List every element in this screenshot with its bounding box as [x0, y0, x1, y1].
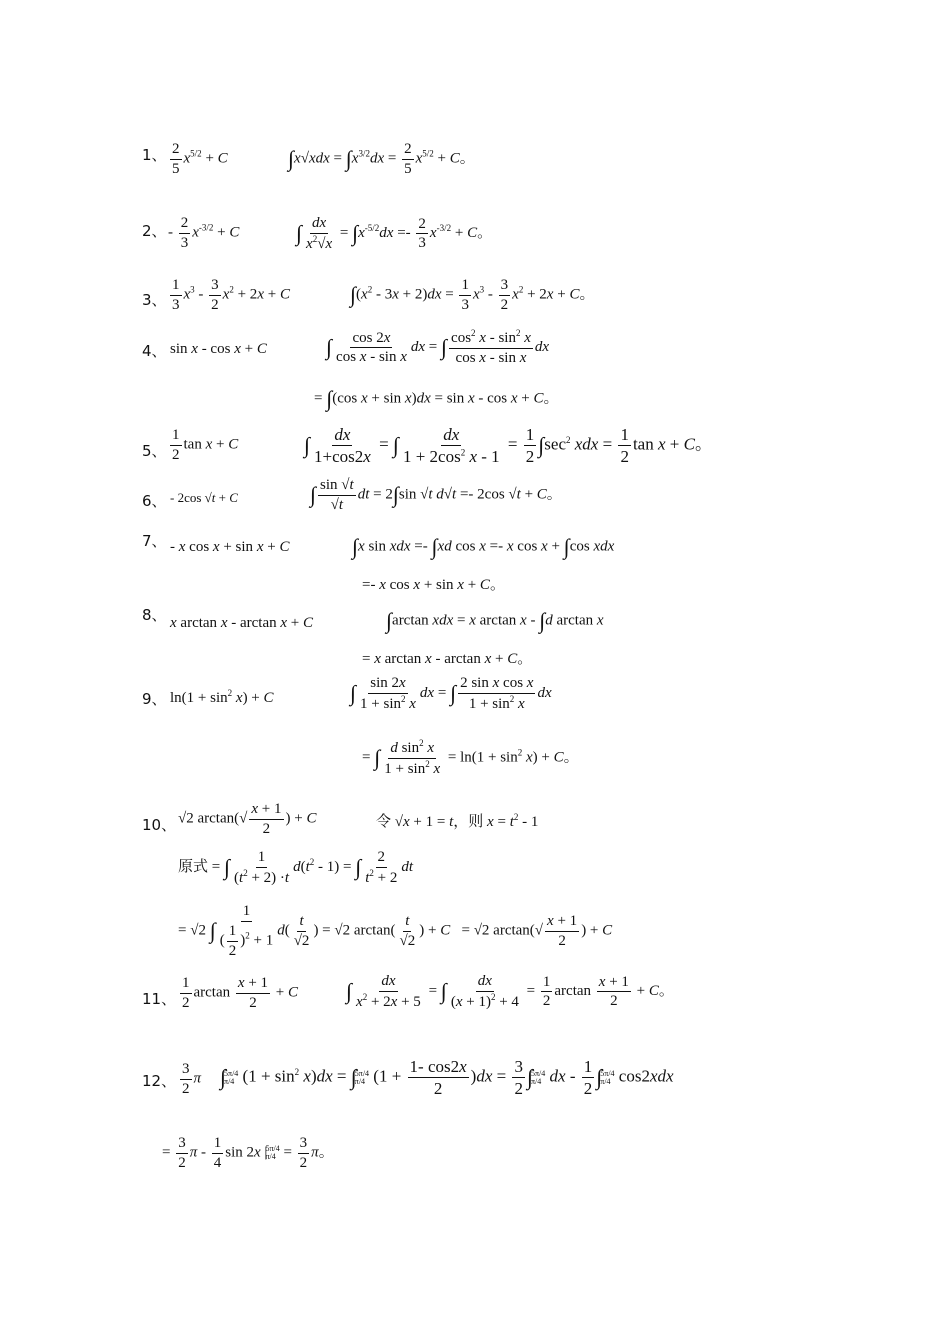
- item-11-answer: $\frac{1}{2}$ arctan $\frac{x + 1}{2}$ + C: [182, 975, 299, 1011]
- item-8-number: 8、: [142, 606, 167, 624]
- item-10-work-line2: 原式 = ∫ $\frac{1}{(t^2 + 2) \cdot t}$ $d(t^2 - 1)$ = ∫ $\frac{2}{t^2 + 2}$ dt: [178, 849, 414, 886]
- item-5-work: ∫ $\frac{dx}{1+\cos 2x}$ = ∫ $\frac{dx}{1 + 2\cos^2 x - 1}$ = $\frac{1}{2}$ $\int\sec^2$ xdx = $\frac{1}{2}$ tan x + C。: [304, 425, 712, 467]
- item-8-work: ∫arctan xdx = x arctan x - ∫d arctan x: [386, 608, 604, 633]
- item-9-work-line2: = ∫ $\frac{d \sin^2 x}{1 + \sin^2 x}$ = $\ln(1 + \sin^2 x) + C$。: [362, 738, 579, 777]
- item-10-work: 令 √x + 1 = t，则 $x = t^2 - 1$: [376, 812, 539, 830]
- item-1-answer: $\frac{2}{5}$ $x^{5/2} + C$: [172, 141, 228, 177]
- item-5-number: 5、: [142, 442, 167, 460]
- item-12-answer: $\frac{3}{2}$ π: [182, 1061, 202, 1097]
- item-12-work: ∫ 5π/4 π/4 $(1 + \sin^2 x)dx$ = ∫ 5π/4 π/4 (1 + $\frac{1- \cos 2x}{2}$ )dx = $\frac{3}{2}$ ∫ 5π/4 π/4 dx - $\frac{1}{2}$ ∫ 5π/4 π/4 cos2xdx: [220, 1057, 674, 1099]
- item-8-answer: x arctan x - arctan x + C: [170, 615, 314, 631]
- item-4-work-line2: = ∫(cos x + sin x)dx = sin x - cos x + C。: [314, 386, 559, 411]
- item-9-number: 9、: [142, 690, 167, 708]
- item-1-number: 1、: [142, 146, 167, 164]
- item-11-number: 11、: [142, 990, 177, 1008]
- item-6-answer: - 2cos √t + C: [170, 490, 238, 505]
- item-3-work: $\int(x^2 - 3x + 2)dx$ = $\frac{1}{3}$ $x^3$ - $\frac{3}{2}$ $x^2 + 2x + C$。: [350, 277, 595, 313]
- item-5-answer: $\frac{1}{2}$ tan x + C: [172, 427, 239, 463]
- item-7-work-line2: =- x cos x + sin x + C。: [362, 577, 505, 593]
- item-1-work: $\int x√xdx = \int x^{3/2}dx$ = $\frac{2}{5}$ $x^{5/2} + C$。: [288, 141, 475, 177]
- item-2-number: 2、: [142, 222, 167, 240]
- item-11-work: ∫ $\frac{dx}{x^2 + 2x + 5}$ = ∫ $\frac{dx}{(x + 1)^2 + 4}$ = $\frac{1}{2}$ arctan $\frac{x + 1}{2}$ + C。: [346, 973, 674, 1010]
- item-3-answer: $\frac{1}{3}$ $x^3$ - $\frac{3}{2}$ $x^2 + 2x + C$: [172, 277, 290, 313]
- item-8-work-line2: = x arctan x - arctan x + C。: [362, 651, 533, 667]
- item-9-work: ∫ $\frac{\sin 2x}{1 + \sin^2 x}$ dx = ∫ $\frac{\text{2 sin x cos x}}{1 + \sin^2 x}$ dx: [350, 675, 552, 712]
- item-2-work: ∫ $\frac{dx}{x^2√x}$ = $\int x^{-5/2}dx$ =- $\frac{2}{3}$ $x^{-3/2} + C$。: [296, 215, 493, 252]
- item-7-number: 7、: [142, 532, 167, 550]
- item-4-answer: sin x - cos x + C: [170, 341, 267, 357]
- item-6-number: 6、: [142, 492, 167, 510]
- item-10-answer: √2 arctan(√ $\frac{x + 1}{2}$ ) + C: [178, 801, 317, 837]
- item-4-work: ∫ $\frac{\cos 2x}{\text{cos x - sin x}}$ dx = ∫ $\frac{\cos^2 x - \sin^2 x}{\text{cos x - sin x}}$ dx: [326, 328, 550, 366]
- item-3-number: 3、: [142, 291, 167, 309]
- item-12-work-line2: = $\frac{3}{2}$ π - $\frac{1}{4}$ sin 2x | 5π/4 π/4 = $\frac{3}{2}$ π。: [162, 1135, 334, 1171]
- item-7-answer: - x cos x + sin x + C: [170, 539, 290, 555]
- item-4-number: 4、: [142, 342, 167, 360]
- item-12-number: 12、: [142, 1072, 177, 1090]
- item-6-work: ∫ $\frac{\sin √t}{√t}$ dt = 2∫sin √t d√t =- 2cos √t + C。: [310, 477, 562, 513]
- item-7-work: ∫x sin xdx =- ∫xd cos x =- x cos x + ∫cos xdx: [352, 534, 615, 559]
- item-9-answer: $\ln(1 + \sin^2 x) + C$: [170, 688, 274, 706]
- item-10-number: 10、: [142, 816, 177, 834]
- item-10-work-line3: = √2 ∫ 1 ( $\frac{1}{2}$ )$^2$ + 1 d( $\frac{t}{√2}$ ) = √2 arctan( $\frac{t}{√2}$ ) + C = √2 arctan(√ $\frac{x + 1}{2}$ ) + C: [178, 903, 613, 959]
- item-2-answer: - $\frac{2}{3}$ $x^{-3/2} + C$: [168, 215, 240, 251]
